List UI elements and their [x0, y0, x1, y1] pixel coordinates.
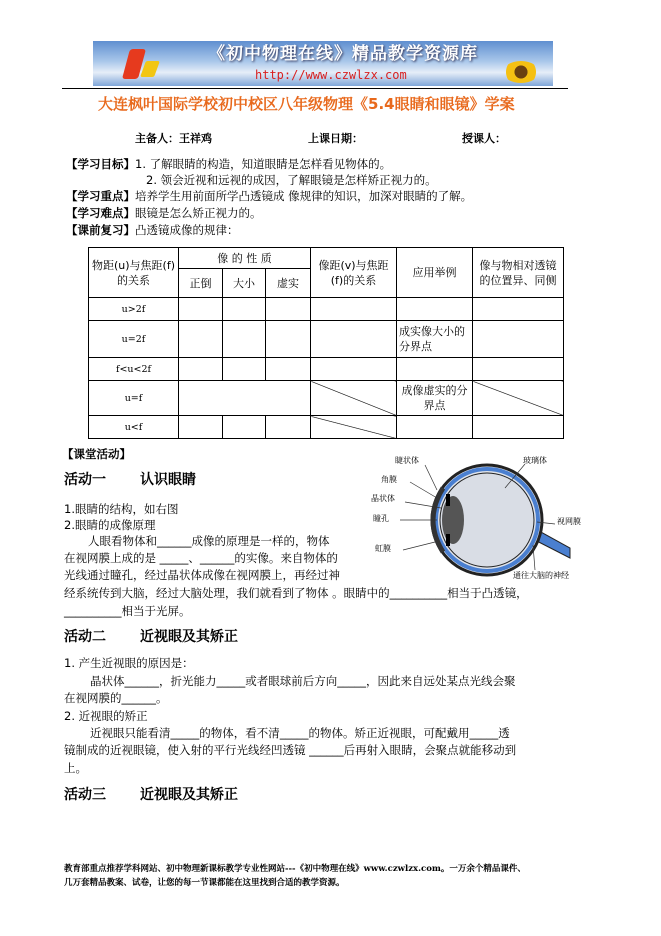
a1-line-1: 1.眼睛的结构，如右图: [64, 502, 179, 516]
difficulty-label: 【学习难点】: [66, 206, 135, 220]
sunflower-icon: [503, 61, 539, 83]
activity-3-title: 近视眼及其矫正: [140, 787, 238, 803]
label-vitreous: 玻璃体: [523, 456, 547, 465]
a1-para-2: 在视网膜上成的是 _____、______的实像。来自物体的: [64, 551, 338, 565]
header-divider: [62, 88, 568, 89]
table-row: [89, 321, 564, 358]
activity-1-number: 活动一: [64, 472, 106, 488]
activity-2-title: 近视眼及其矫正: [140, 629, 238, 645]
a2-para-2: 在视网膜的______。: [64, 691, 168, 705]
teacher: 授课人：: [462, 132, 506, 145]
a2-para-1: 晶状体______，折光能力_____或者眼球前后方向_____，因此来自远处某点光线会聚: [90, 674, 516, 688]
header-vf: 像距(v)与焦距(f)的关系: [311, 248, 397, 298]
banner-title: 《初中物理在线》精品教学资源库: [208, 44, 478, 64]
label-ciliary: 睫状体: [395, 456, 419, 465]
a1-para-4: 经系统传到大脑，经过大脑处理，我们就看到了物体 。眼睛中的__________相当于凸透镜，: [64, 586, 528, 600]
row-label: u<f: [89, 416, 179, 439]
header-uf: 物距(u)与焦距(f)的关系: [89, 248, 179, 298]
difficulty: 眼镜是怎么矫正视力的。: [135, 206, 262, 220]
footer: [64, 862, 526, 890]
table-row: [89, 381, 564, 416]
footer-line-2: 几万套精品教案、试卷，让您的每一节课都能在这里找到合适的教学资源。: [64, 878, 345, 888]
label-iris: 虹膜: [375, 544, 391, 553]
a2-line-1: 1. 产生近视眼的原因是：: [64, 656, 194, 670]
goal-1: 1. 了解眼睛的构造，知道眼睛是怎样看见物体的。: [135, 157, 392, 171]
row-label: f<u<2f: [89, 358, 179, 381]
header-properties: 像 的 性 质: [179, 248, 311, 269]
row-label: u=f: [89, 381, 179, 416]
page-title: 大连枫叶国际学校初中校区八年级物理《5.4眼睛和眼镜》学案: [98, 95, 515, 113]
label-retina: 视网膜: [557, 517, 581, 526]
row-label: u>2f: [89, 298, 179, 321]
table-row: [89, 416, 564, 439]
goal-label: 【学习目标】: [66, 157, 135, 171]
header-size: 大小: [223, 269, 266, 298]
goal-2: 2. 领会近视和远视的成因，了解眼镜是怎样矫正视力的。: [146, 173, 437, 187]
activity-3-number: 活动三: [64, 787, 106, 803]
note-2f: 成实像大小的分界点: [397, 321, 473, 358]
header-application: 应用举例: [397, 248, 473, 298]
lens-rules-table: [88, 247, 564, 439]
key-point: 培养学生用前面所学凸透镜成 像规律的知识，加深对眼睛的了解。: [135, 189, 473, 203]
a2-para-5: 上。: [64, 761, 87, 775]
a1-para-1: 人眼看物体和______成像的原理是一样的，物体: [88, 534, 330, 548]
a1-line-2: 2.眼睛的成像原理: [64, 518, 156, 532]
banner-url[interactable]: http://www.czwlzx.com: [255, 68, 407, 82]
a1-para-5: __________相当于光屏。: [64, 604, 191, 618]
review: 凸透镜成像的规律：: [135, 223, 239, 237]
a2-para-3: 近视眼只能看清_____的物体，看不清_____的物体。矫正近视眼，可配戴用_____透: [90, 726, 510, 740]
header-side: 像与物相对透镜的位置异、同侧: [473, 248, 564, 298]
activity-2-number: 活动二: [64, 629, 106, 645]
preparer: 主备人：王祥鸡: [135, 132, 212, 145]
footer-line-1: 教育部重点推荐学科网站、初中物理新课标教学专业性网站---《初中物理在线》www.czwlzx.com。一万余个精品课件、: [64, 864, 526, 874]
class-activity-label: 【课堂活动】: [62, 447, 131, 461]
class-date: 上课日期：: [308, 132, 363, 145]
label-pupil: 瞳孔: [373, 514, 389, 523]
a2-line-2: 2. 近视眼的矫正: [64, 709, 148, 723]
a1-para-3: 光线通过瞳孔，经过晶状体成像在视网膜上，再经过神: [64, 568, 340, 582]
logo-icon-secondary: [140, 61, 160, 77]
label-lens: 晶状体: [371, 494, 395, 503]
row-label: u=2f: [89, 321, 179, 358]
table-row: [89, 298, 564, 321]
key-label: 【学习重点】: [66, 189, 135, 203]
header-upright: 正倒: [179, 269, 223, 298]
a2-para-4: 镜制成的近视眼镜，使入射的平行光线经凹透镜 ______后再射入眼睛，会聚点就能移动到: [64, 743, 517, 757]
note-f: 成像虚实的分界点: [397, 381, 473, 416]
eye-diagram: [365, 450, 597, 586]
header-real: 虚实: [266, 269, 311, 298]
site-banner[interactable]: [93, 41, 553, 86]
label-nerve: 通往大脑的神经: [513, 571, 569, 580]
review-label: 【课前复习】: [66, 223, 135, 237]
activity-1-title: 认识眼睛: [140, 472, 196, 488]
table-row: [89, 358, 564, 381]
label-cornea: 角膜: [381, 475, 397, 484]
